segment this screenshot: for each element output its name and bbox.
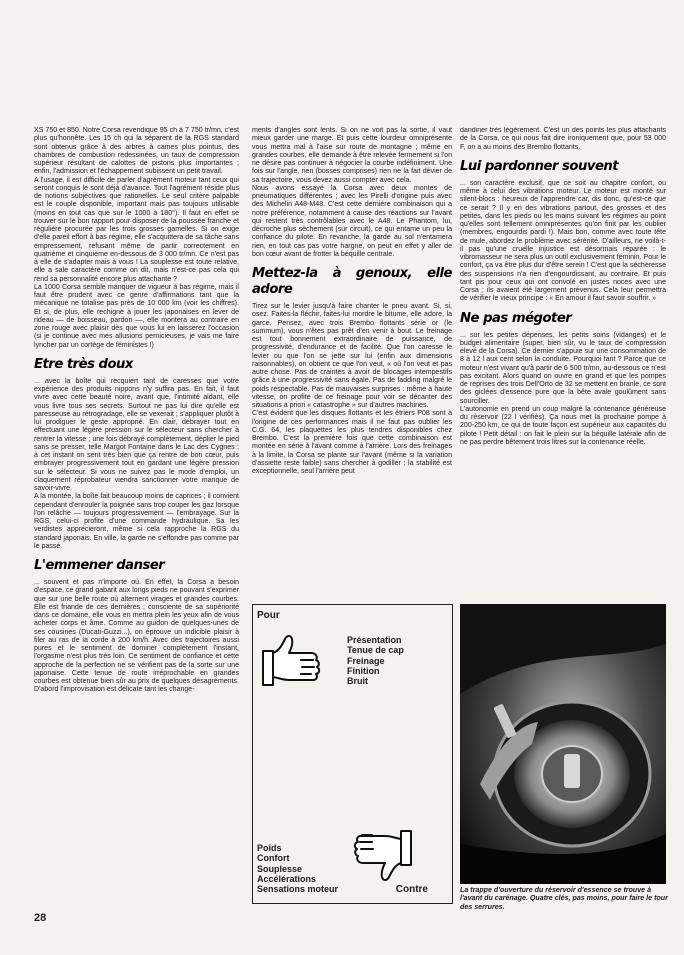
pour-item: Bruit	[347, 676, 368, 687]
body-paragraph: L'autonomie en prend un coup malgré la contenance généreuse du réservoir (22 l vérifiés). Ça nous met la prochaine pompe à 200-250 km, ce qui de toute façon est supérieur aux capacités du pilote ! Petit détail : on fait le plein sur la béquille latérale afin de ne pas perdre bêtement trois litres sur la contenance réelle.	[460, 405, 666, 446]
contre-item: Accélérations	[257, 873, 317, 884]
body-paragraph: Tirez sur le levier jusqu'à faire chanter le pneu avant. Si, si, osez. Faites-la fléchir, faites-lui mordre le bitume, elle adore, la garce. Pensez, avec trois Brembo flottants série or (le summum), vous n'êtes pas prêt d'en venir à bout. Le freinage est tout bonnement extraordinaire de puissance, de progressivité, d'endurance et de facilité. Que l'on caresse le levier ou que l'on se jette sur lui (enfin aux dimensions raisonnables), on obtient ce que l'on veut, « où l'on veut et pas autre chose. Pas de craintes à avoir de blocages intempestifs grâce à une progressivité sans égale. Pas de fadding malgré le poids respectable. Pas de mauvaises surprises : même à haute vitesse, on profite de ce freinage pour voir se décanter des situations a priori « catastrophe » sur d'autres machines.	[252, 303, 452, 409]
section-heading-megoter: Ne pas mégoter	[460, 310, 572, 326]
pour-item: Freinage	[347, 655, 385, 666]
contre-item: Sensations moteur	[257, 884, 339, 895]
fuel-cap-illustration	[460, 604, 666, 884]
thumbs-down-icon	[345, 823, 415, 887]
contre-label: Contre	[395, 884, 428, 895]
page-number: 28	[34, 912, 47, 924]
fuel-cap-photo	[460, 604, 666, 884]
body-paragraph: dandiner très légèrement. C'est un des points les plus attachants de la Corsa, ce qui nous fait dire ironiquement que, pour 53 000 F, on a au moins des Brembo flottants.	[460, 127, 666, 151]
section-heading-pardonner: Lui pardonner souvent	[460, 158, 619, 174]
body-paragraph: ... souvent et pas n'importe où. En effet, la Corsa a besoin d'espace, ce grand gabarit aux longs pieds ne pouvant s'exprimer que sur une belle route où alternent virages et grandes courbes. Elle est friande de ces dernières ; consciente de sa supériorité dans ce domaine, elle vous en mettra plein les yeux afin de vous acheter corps et âme. Comme au guidon de quelques-unes de ses cousines (Ducati-Guzzi...), on éprouve un indicible plaisir à filer au ras de la corde à 200 km/h. Avec des trajectoires aussi pures et le sentiment de dominer complètement l'instant, l'orgasme n'est plus très loin. Ce sentiment de confiance et cette approche de la perfection ne se vérifient pas de la sorte sur une japonaise. Cette tenue de route irréprochable en grandes courbes est obtenue bien sûr au prix de quelques désagréments. D'abord l'improvisation est délicate tant les change-	[34, 579, 239, 694]
column-3	[460, 127, 666, 447]
column-1	[34, 127, 239, 695]
body-paragraph: ... sur les petites dépenses, les petits soins (vidanges) et le budget alimentaire (super, bien sûr, vu le taux de compression élevé de la Corsa). Ce dernier s'appuie sur une consommation de 8 à 12 l aux cent selon la conduite. Pourquoi tant ? Parce que ce moteur n'est vivant qu'à partir de 6 500 tr/mn, au-dessous ce n'est pas excitant. Alors quand on ouvre en grand et que les pompes de reprises des trois Dell'Orto de 32 se mettent en branle, ce sont des giclées d'essence pure que la bête avale goulûment sans sourciller.	[460, 331, 666, 405]
body-paragraph: A la montée, la boîte fait beaucoup moins de caprices ; il convient cependant d'enrouler la poignée sans trop couper les gaz lorsque l'on relâche — toujours progressivement — l'embrayage. Sur la RGS, celui-ci profite d'une commande hydraulique. Sa les verdistes apprécieront, même si cela rapproche la RGS du standard japonais. En ville, la garde ne s'effondre pas comme par le passé.	[34, 493, 239, 550]
body-paragraph: Nous avons essayé la Corsa avec deux montes de pneumatiques différentes ; avec les Pirelli d'origine puis avec des Michelin A48-M48. C'est cette dernière combinaison qui a notre préférence, notamment à cause des réactions sur l'avant qui restent très contrôlables avec le A48. Le Phantom, lui, décroche plus sèchement (sur circuit), ce qui entame un peu la confiance du pilote. En revanche, la garde au sol n'entamera rien, en tout cas pas votre hargne, on peut en effet y aller de bon cœur avant de frotter la béquille centrale.	[252, 184, 452, 258]
pour-item: Présentation	[347, 635, 402, 645]
pour-list	[347, 635, 404, 686]
body-paragraph: ... son caractère exclusif, que ce soit au chapitre confort, ou même à celui des vibrations moteur. Le moteur est monté sur silent-blocs : heureux de l'apprendre car, dis donc, qu'est-ce que ce serait ? Il y en des vibrations partout, des grosses et des petites, dans les pieds ou les mains suivant les régimes au point qu'elles sont tellement omniprésentes qu'on finit par les oublier (membres, engourdis pardi !). Mais bon, comme avec toute tête de mule, abordez le problème avec sérénité. D'ailleurs, ne voilà-t-il pas qu'une cruelle injustice est désormais réparée : le vibromasseur ne sera plus un outil exclusivement féminin. Pour le confort, ça va être plus dur d'être serein ! C'est que la sécheresse des suspensions n'a rien d'engourdissant, au contraire. Et puis tant pis pour ceux qui ont convolé en justes noces avec une Corsa ; ils avaient été largement prévenus. Cela leur permettra de vérifier le vieux principe : « En amour il faut savoir souffrir. »	[460, 179, 666, 303]
body-paragraph: La 1000 Corsa semble manquer de vigueur à bas régime, mais il faut être prudent avec ce genre d'affirmations tant que la mécanique ne totalise pas près de 10 000 km (voir les chiffres). Et si, de plus, elle rechigne à jouer les japonaises en lever de rideau — de boisseau, pardon —, elle montera au contraire en zone rouge avec plaisir dès que vous lui en laisserez l'occasion (si je continue avec mes allusions pernicieuses, je vais me faire lyncher par un cortège de féministes !)	[34, 283, 239, 349]
pour-item: Tenue de cap	[347, 645, 404, 656]
body-paragraph: ... avec la boîte qui recquiert tant de caresses que votre expérience des produits nippons n'y suffira pas. En fait, il faut vivre avec cette beauté noire, avant que, l'intimité aidant, elle vous livre tous ses secrets. Surtout ne pas lui dire qu'elle est paresseuse au rétrogradage, elle se vexerait ; s'appliquer plutôt à lui prodiguer le geste approprié. En clair, débrayer tout en effectuant une légère pression sur le sélecteur sans chercher à rentrer la vitesse ; une fois débrayé complètement, déplier le pied sans se presser, telle Margot Fontaine dans le Lac des Cygnes ; à cet instant on sent très bien que ça rentre de bon cœur, puis embrayer progressivement tout en gardant une légère pression sur le sélecteur. Si vous ne suivez pas le mode d'emploi, un claquement réprobateur viendra sanctionner votre manque de savoir-vivre.	[34, 377, 239, 492]
contre-item: Poids	[257, 843, 282, 853]
section-heading-etre-tres-doux: Etre très doux	[34, 356, 133, 372]
pour-label: Pour	[257, 610, 280, 621]
body-paragraph: C'est évident que les disques flottants et les étriers P08 sont à l'origine de ces performances mais il ne faut pas oublier les C.G. 64, les plaquettes les plus tendres disponibles chez Brembo. C'est la première fois que cette combinaison est montée en série à l'avant comme à l'arrière. Lors des freinages à la limite, la Corsa se plante sur l'avant (même si la variation d'assiette reste faible) sans chercher à godiller ; la stabilité est exceptionnelle, seul l'arrière peut	[252, 410, 452, 475]
contre-item: Souplesse	[257, 863, 303, 874]
pros-cons-box	[252, 604, 453, 904]
photo-caption: La trappe d'ouverture du réservoir d'essence se trouve à l'avant du carénage. Quatre clés, pas moins, pour faire le tour des serrures.	[460, 886, 668, 911]
section-heading-genoux: Mettez-la à genoux, elle adore	[252, 266, 452, 297]
body-paragraph: A l'usage, il est difficile de parler d'agrément moteur tant ceux qui seront conquis le sont déjà d'avance. Tout l'agrément réside plus de notions subjectives que rationelles. Le seul critère palpable est le couple disponible, important mais pas toujours utilisable (moins en tout cas que sur le 1000 à 180°). Il faut en effet se trouver sur le bon rapport pour disposer de la poussée franche et régulière procurée par les trois grosses gamelles. Si on exige d'elle pareil effort à bas régime, elle s'acquittera de sa tâche sans empressement, refusant même de partir correctement en quatrième et cinquième en-dessous de 3 000 tr/mn. Ce n'est pas à elle de s'adapter mais à vous ! La souplesse est toute relative, elle a sale caractère comme on dit, mais n'est-ce pas cela qui rend sa personnalité encore plus attachante ?	[34, 176, 239, 283]
contre-item: Confort	[257, 853, 290, 864]
pour-item: Finition	[347, 665, 380, 676]
column-2	[252, 127, 452, 476]
body-paragraph: XS 750 et 850. Notre Corsa revendique 95 ch à 7 750 tr/mn, c'est plus qu'honnête. Les 15 ch qui la séparent de la RGS standard sont obtenus grâce à des arbres à cames plus pointus, des chambres de combustion redessinées, un taux de compression supérieur résultant de calottes de pistons plus importantes ; enfin, l'admission et l'échappement subissent un petit travail.	[34, 127, 239, 176]
section-heading-emmener-danser: L'emmener danser	[34, 558, 165, 573]
thumbs-up-icon	[259, 631, 329, 693]
contre-list	[257, 843, 338, 894]
body-paragraph: ments d'angles sont lents. Si on ne voit pas la sortie, il vaut mieux garder une marge. Et puis cette lourdeur omniprésente vous mettra mal à l'aise sur route de montagne ; même en grandes courbes, elle demande à être relevée fermement si l'on ne désire pas continuer à négocier la courbe indéfiniment. Une fois sur l'angle, rien (bosses comprises) rien ne la fait dévier de sa trajectoire, vous devez aussi compter avec cela.	[252, 127, 452, 184]
